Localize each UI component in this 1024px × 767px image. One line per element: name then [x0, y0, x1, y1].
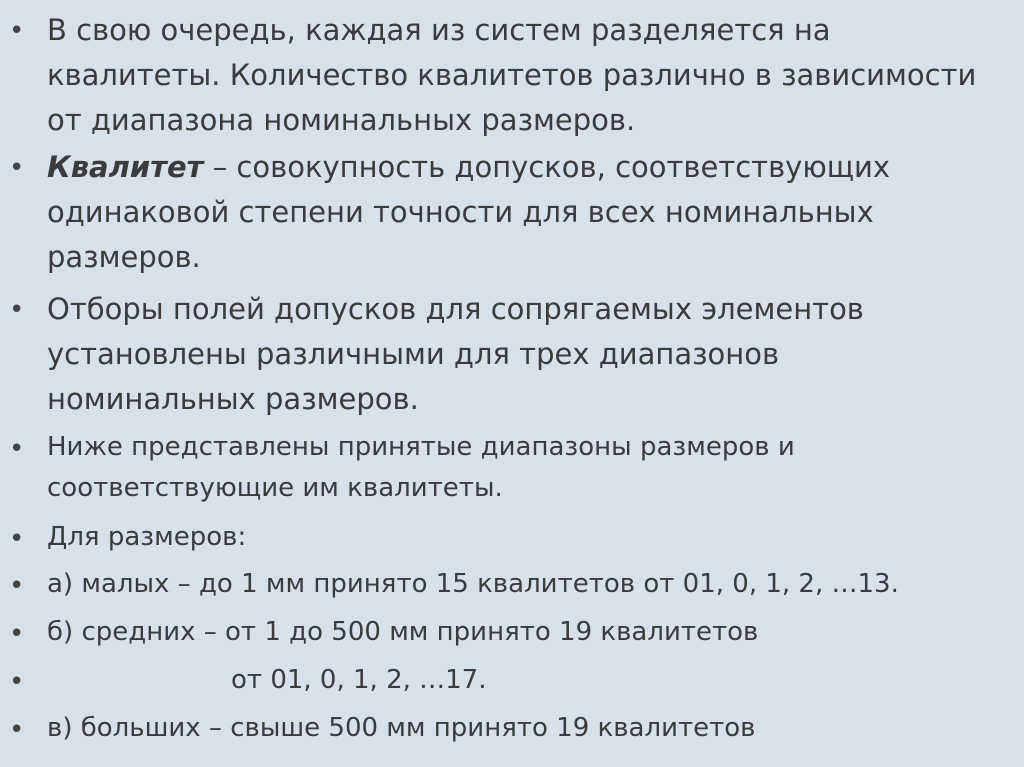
bullet-line — [47, 145, 987, 190]
bullet-text — [47, 564, 987, 605]
bullet-item — [0, 612, 1024, 653]
bullet-text — [231, 660, 1024, 701]
bullet-item — [0, 517, 1024, 558]
bullet-line: Для размеров: — [47, 522, 247, 552]
bullet-line: Ниже представлены принятые диапазоны размеров и — [47, 432, 795, 462]
bullet-dot: • — [9, 715, 25, 745]
bullet-item — [0, 427, 1024, 509]
bullet-text — [47, 287, 987, 422]
bullet-line: соответствующие им квалитеты. — [47, 473, 503, 503]
bullet-text — [47, 8, 987, 143]
bullet-item — [0, 287, 1024, 423]
bullet-line: б) средних – от 1 до 500 мм принято 19 квалитетов — [47, 617, 759, 647]
term-kvalitet: Квалитет — [47, 150, 204, 184]
bullet-line: Отборы полей допусков для сопрягаемых элементов — [47, 292, 864, 326]
bullet-text — [47, 708, 987, 749]
bullet-item — [0, 145, 1024, 281]
bullet-item — [0, 708, 1024, 749]
bullet-dot: • — [9, 153, 25, 183]
bullet-line: номинальных размеров. — [47, 382, 419, 416]
bullet-line: установлены различными для трех диапазонов — [47, 337, 780, 371]
bullet-dot: • — [9, 667, 25, 697]
bullet-line: а) малых – до 1 мм принято 15 квалитетов от 01, 0, 1, 2, …13. — [47, 569, 899, 599]
bullet-text — [47, 145, 987, 280]
bullet-line: В свою очередь, каждая из систем разделяется на — [47, 13, 831, 47]
bullet-dot: • — [9, 434, 25, 464]
bullet-line: от диапазона номинальных размеров. — [47, 103, 636, 137]
bullet-dot: • — [9, 619, 25, 649]
bullet-line: квалитеты. Количество квалитетов различно в зависимости — [47, 58, 977, 92]
bullet-dot: • — [9, 295, 25, 325]
bullet-text — [47, 517, 987, 558]
bullet-line: в) больших – свыше 500 мм принято 19 квалитетов — [47, 713, 756, 743]
bullet-line: одинаковой степени точности для всех номинальных — [47, 195, 874, 229]
bullet-line: от 01, 0, 1, 2, …17. — [231, 665, 487, 695]
bullet-text — [47, 612, 987, 653]
bullet-item — [0, 8, 1024, 144]
bullet-item — [0, 660, 1024, 701]
bullet-text — [47, 427, 987, 509]
bullet-dot: • — [9, 16, 25, 46]
bullet-line: размеров. — [47, 240, 201, 274]
bullet-dot: • — [9, 571, 25, 601]
bullet-item — [0, 564, 1024, 605]
bullet-dot: • — [9, 524, 25, 554]
term-definition: – совокупность допусков, соответствующих — [203, 150, 891, 184]
